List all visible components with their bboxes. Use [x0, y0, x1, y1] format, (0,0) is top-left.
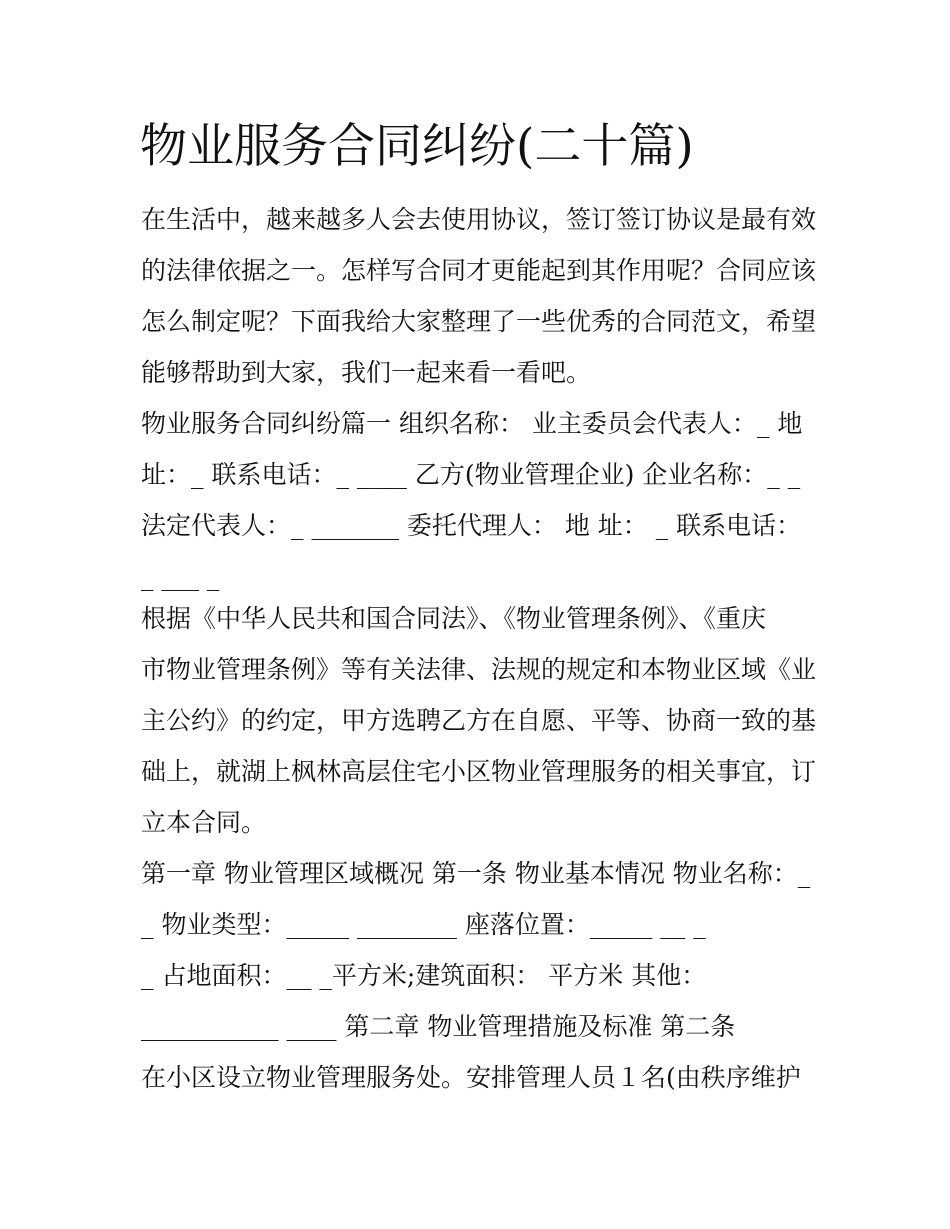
paragraph-line: 能够帮助到大家，我们一起来看一看吧。 [141, 358, 592, 387]
document-title: 物业服务合同纠纷(二十篇) [140, 119, 694, 174]
paragraph-line: 物业服务合同纠纷篇一 组织名称： 业主委员会代表人：_ 地 [141, 409, 803, 438]
paragraph-line: 主公约》的约定，甲方选聘乙方在自愿、平等、协商一致的基 [141, 706, 817, 735]
paragraph-line: 法定代表人：_ _______ 委托代理人： 地 址： _ 联系电话： [141, 511, 802, 540]
paragraph-line: _ 物业类型：_____ ________ 座落位置：_____ __ _ [141, 910, 706, 939]
paragraph-line: 址：_ 联系电话：_ ____ 乙方(物业管理企业) 企业名称：_ _ [141, 460, 801, 489]
paragraph-line: 根据《中华人民共和国合同法》、《物业管理条例》、《重庆 [141, 604, 767, 633]
paragraph-line: 怎么制定呢？下面我给大家整理了一些优秀的合同范文，希望 [141, 307, 817, 336]
paragraph-line: 础上，就湖上枫林高层住宅小区物业管理服务的相关事宜，订 [141, 757, 817, 786]
paragraph-line: 立本合同。 [141, 808, 267, 837]
paragraph-line: 在生活中，越来越多人会去使用协议，签订签订协议是最有效 [141, 205, 817, 234]
paragraph-line: 市物业管理条例》等有关法律、法规的规定和本物业区域《业 [141, 655, 817, 684]
paragraph-line: _ ___ _ [141, 562, 220, 591]
paragraph-line: 第一章 物业管理区域概况 第一条 物业基本情况 物业名称：_ [141, 859, 811, 888]
paragraph-line: 在小区设立物业管理服务处。安排管理人员１名(由秩序维护 [141, 1063, 801, 1092]
paragraph-line: _ 占地面积：__ _平方米;建筑面积： 平方米 其他： [141, 961, 707, 990]
paragraph-line: ___________ ____ 第二章 物业管理措施及标准 第二条 [141, 1012, 736, 1041]
paragraph-line: 的法律依据之一。怎样写合同才更能起到其作用呢？合同应该 [141, 256, 817, 285]
